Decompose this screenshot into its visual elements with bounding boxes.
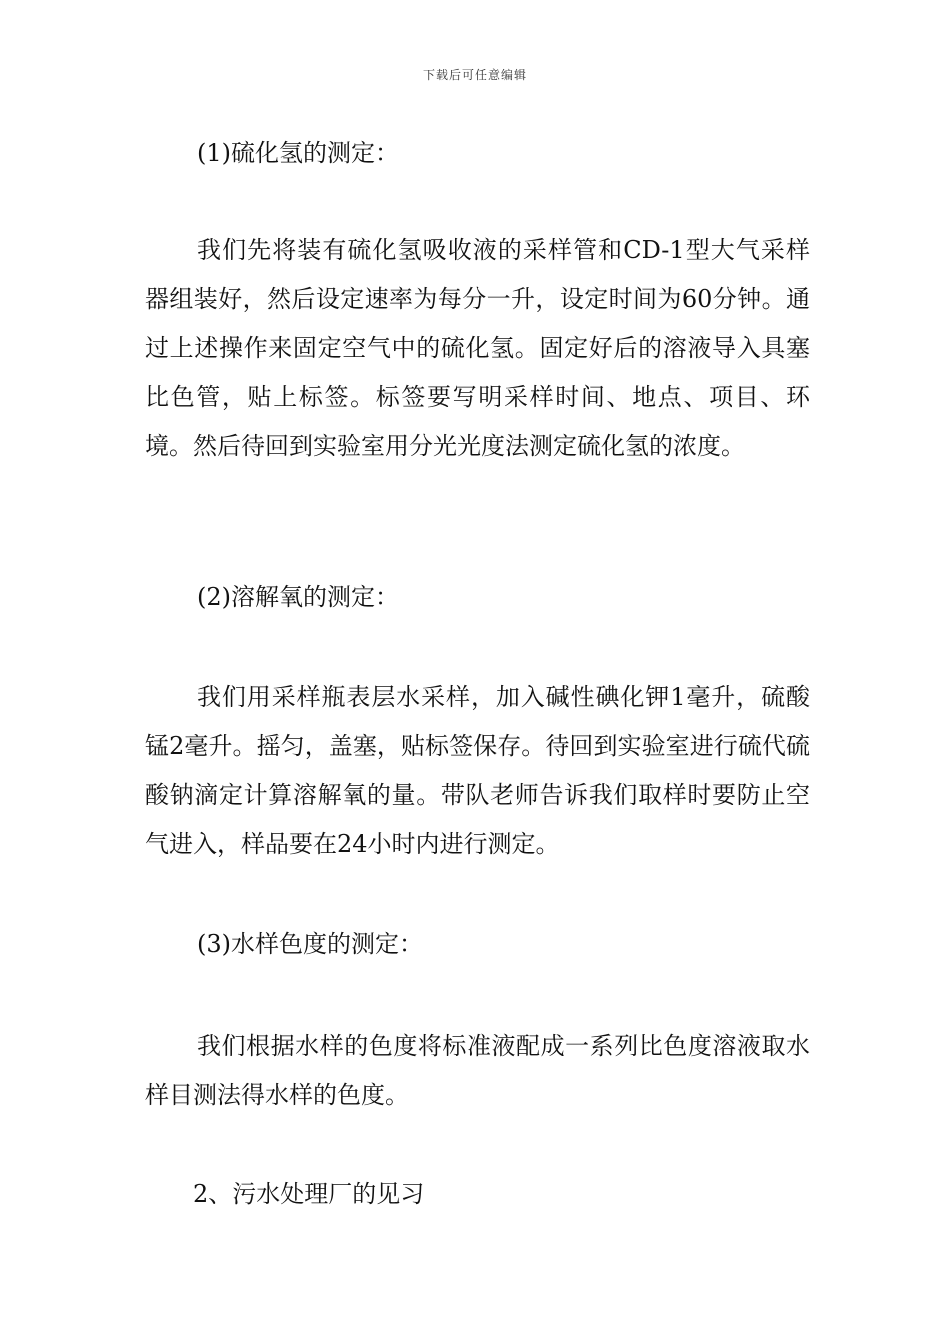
paragraph-3: 我们根据水样的色度将标准液配成一系列比色度溶液取水样目测法得水样的色度。 [145,1032,810,1109]
section-heading-1: (1)硫化氢的测定： [197,139,399,167]
section-heading-4: 2、污水处理厂的见习 [193,1180,425,1208]
paragraph-1: 我们先将装有硫化氢吸收液的采样管和CD-1型大气采样器组装好，然后设定速率为每分一升，设定时间为60分钟。通过上述操作来固定空气中的硫化氢。固定好后的溶液导入具塞比色管，贴上标签。标签要写明采样时间、地点、项目、环境。然后待回到实验室用分光光度法测定硫化氢的浓度。 [145,236,810,460]
section-heading-3: (3)水样色度的测定： [197,930,423,958]
paragraph-2: 我们用采样瓶表层水采样，加入碱性碘化钾1毫升，硫酸锰2毫升。摇匀，盖塞，贴标签保存。待回到实验室进行硫代硫酸钠滴定计算溶解氧的量。带队老师告诉我们取样时要防止空气进入，样品要在24小时内进行测定。 [145,683,810,858]
section-heading-2: (2)溶解氧的测定： [197,583,399,611]
header-note: 下载后可任意编辑 [422,68,527,82]
